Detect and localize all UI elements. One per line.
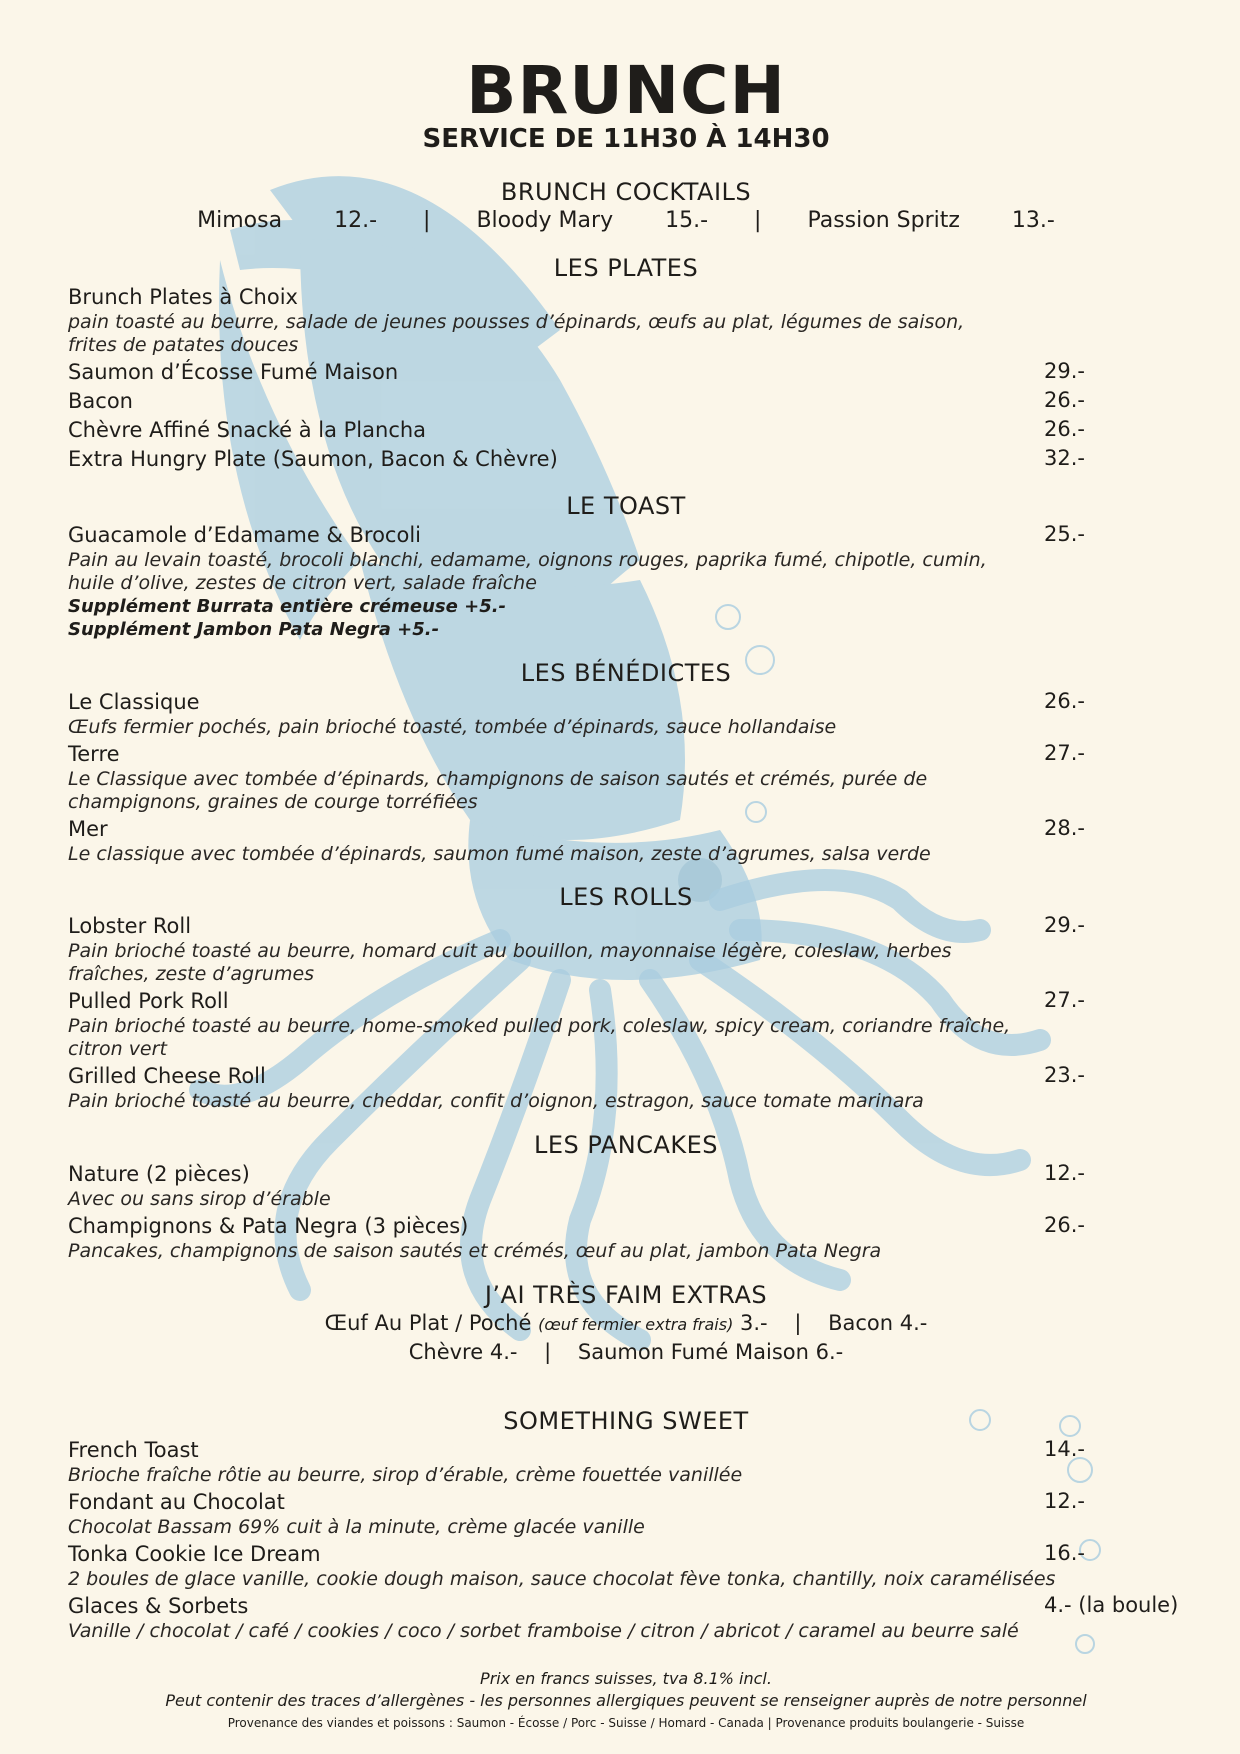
cocktail-price: 13.- — [1011, 208, 1055, 233]
section-heading-plates: LES PLATES — [553, 254, 699, 282]
section-heading-toast: LE TOAST — [566, 492, 686, 520]
page-title: BRUNCH — [466, 52, 786, 129]
list-item — [68, 1063, 1084, 1113]
section-heading-extras: J’AI TRÈS FAIM EXTRAS — [484, 1281, 768, 1309]
extras-row-1 — [68, 1311, 1184, 1335]
item-description: Avec ou sans sirop d’érable — [68, 1188, 331, 1210]
item-description: Pain brioché toasté au beurre, homard cuit au bouillon, mayonnaise légère, coleslaw, herbes — [68, 940, 952, 962]
item-description: Chocolat Bassam 69% cuit à la minute, crème glacée vanille — [68, 1516, 645, 1538]
item-price: 26.- — [1044, 388, 1085, 412]
extra-note: (œuf fermier extra frais) — [538, 1315, 734, 1334]
section-heading-pancakes: LES PANCAKES — [533, 1131, 719, 1159]
item-price: 32.- — [1044, 446, 1085, 470]
list-item — [68, 446, 1084, 473]
section-heading-rolls: LES ROLLS — [559, 883, 693, 911]
item-price: 26.- — [1044, 1213, 1085, 1237]
item-description: Pancakes, champignons de saison sautés et crémés, œuf au plat, jambon Pata Negra — [68, 1240, 882, 1262]
list-item — [68, 1213, 1084, 1263]
footer-provenance-note: Provenance des viandes et poissons : Saumon - Écosse / Porc - Suisse / Homard - Canada | Provenance produits boulangerie - Suisse — [227, 1716, 1025, 1730]
item-name: Mer — [68, 817, 108, 841]
item-price: 26.- — [1044, 689, 1085, 713]
section-heading-sweet: SOMETHING SWEET — [503, 1407, 749, 1435]
item-price: 27.- — [1044, 988, 1085, 1012]
separator: | — [754, 208, 762, 233]
separator: | — [544, 1340, 552, 1364]
item-name: French Toast — [68, 1438, 199, 1462]
list-item — [68, 1161, 1084, 1211]
separator: | — [423, 208, 431, 233]
cocktail-price: 12.- — [334, 208, 378, 233]
item-price: 12.- — [1044, 1161, 1085, 1185]
item-name: Fondant au Chocolat — [68, 1490, 285, 1514]
item-description: citron vert — [68, 1038, 167, 1060]
list-item — [68, 689, 1084, 739]
item-name: Bacon — [68, 389, 133, 413]
item-name: Tonka Cookie Ice Dream — [68, 1542, 321, 1566]
list-item — [68, 1593, 1084, 1643]
separator: | — [794, 1311, 802, 1335]
cocktail-name: Bloody Mary — [476, 208, 614, 233]
list-item — [68, 417, 1084, 444]
extras-row-2 — [68, 1340, 1184, 1364]
item-price: 26.- — [1044, 417, 1085, 441]
item-description: huile d’olive, zestes de citron vert, salade fraîche — [68, 572, 537, 594]
extra-name: Chèvre — [408, 1340, 484, 1364]
footer-allergen-note: Peut contenir des traces d’allergènes - les personnes allergiques peuvent se renseigner auprès de notre personnel — [165, 1691, 1087, 1710]
cocktail-price: 15.- — [665, 208, 709, 233]
extra-name: Saumon Fumé Maison — [577, 1340, 809, 1364]
item-description: Pain brioché toasté au beurre, home-smoked pulled pork, coleslaw, spicy cream, coriandre fraîche, — [68, 1015, 1011, 1037]
list-item — [68, 1489, 1084, 1539]
service-hours: SERVICE DE 11H30 À 14H30 — [422, 124, 830, 154]
item-price: 4.- (la boule) — [1044, 1593, 1179, 1617]
item-description: Pain au levain toasté, brocoli blanchi, edamame, oignons rouges, paprika fumé, chipotle, cumin, — [68, 549, 987, 571]
list-item — [68, 284, 1084, 357]
list-item — [68, 913, 1084, 986]
item-description: 2 boules de glace vanille, cookie dough maison, sauce chocolat fève tonka, chantilly, noix caramélisées — [68, 1568, 1056, 1590]
item-price: 29.- — [1044, 913, 1085, 937]
cocktails-row — [68, 208, 1184, 233]
extra-name: Bacon — [828, 1311, 894, 1335]
cocktail-name: Mimosa — [197, 208, 283, 233]
item-name: Champignons & Pata Negra (3 pièces) — [68, 1214, 469, 1238]
item-description: Œufs fermier pochés, pain brioché toasté, tombée d’épinards, sauce hollandaise — [68, 716, 837, 738]
item-name: Chèvre Affiné Snacké à la Plancha — [68, 418, 427, 442]
item-price: 12.- — [1044, 1489, 1085, 1513]
item-price: 14.- — [1044, 1437, 1085, 1461]
item-name: Brunch Plates à Choix — [68, 285, 298, 309]
item-name: Nature (2 pièces) — [68, 1162, 250, 1186]
extra-price: 4.- — [899, 1311, 928, 1335]
list-item — [68, 741, 1084, 814]
section-heading-benedictes: LES BÉNÉDICTES — [520, 659, 732, 687]
item-description: frites de patates douces — [68, 334, 299, 356]
item-price: 29.- — [1044, 359, 1085, 383]
item-price: 16.- — [1044, 1541, 1085, 1565]
item-name: Le Classique — [68, 690, 200, 714]
item-supplement: Supplément Burrata entière crémeuse +5.- — [68, 596, 507, 617]
extra-price: 4.- — [489, 1340, 518, 1364]
item-name: Terre — [68, 742, 120, 766]
item-name: Extra Hungry Plate (Saumon, Bacon & Chèvre) — [68, 447, 558, 471]
item-name: Guacamole d’Edamame & Brocoli — [68, 523, 421, 547]
item-name: Glaces & Sorbets — [68, 1594, 249, 1618]
item-description: pain toasté au beurre, salade de jeunes pousses d’épinards, œufs au plat, légumes de saison, — [68, 311, 965, 333]
item-price: 27.- — [1044, 741, 1085, 765]
cocktail-name: Passion Spritz — [807, 208, 960, 233]
list-item — [68, 816, 1084, 866]
item-name: Pulled Pork Roll — [68, 989, 229, 1013]
item-price: 23.- — [1044, 1063, 1085, 1087]
list-item — [68, 522, 1084, 641]
item-description: Le classique avec tombée d’épinards, saumon fumé maison, zeste d’agrumes, salsa verde — [68, 843, 931, 865]
item-description: Brioche fraîche rôtie au beurre, sirop d’érable, crème fouettée vanillée — [68, 1464, 743, 1486]
item-name: Lobster Roll — [68, 914, 192, 938]
footer-price-note: Prix en francs suisses, tva 8.1% incl. — [480, 1669, 772, 1688]
list-item — [68, 388, 1084, 415]
section-heading-cocktails: BRUNCH COCKTAILS — [500, 178, 752, 206]
list-item — [68, 359, 1084, 386]
item-description: Le Classique avec tombée d’épinards, champignons de saison sautés et crémés, purée de — [68, 768, 928, 790]
list-item — [68, 1541, 1084, 1591]
item-name: Saumon d’Écosse Fumé Maison — [68, 360, 399, 384]
item-price: 28.- — [1044, 816, 1085, 840]
item-description: Vanille / chocolat / café / cookies / coco / sorbet framboise / citron / abricot / caramel au beurre salé — [68, 1620, 1019, 1642]
item-description: fraîches, zeste d’agrumes — [68, 963, 315, 985]
item-supplement: Supplément Jambon Pata Negra +5.- — [68, 619, 440, 640]
item-description: Pain brioché toasté au beurre, cheddar, confit d’oignon, estragon, sauce tomate marinara — [68, 1090, 924, 1112]
extra-name: Œuf Au Plat / Poché — [324, 1311, 532, 1335]
item-price: 25.- — [1044, 522, 1085, 546]
item-name: Grilled Cheese Roll — [68, 1064, 266, 1088]
list-item — [68, 1437, 1084, 1487]
item-description: champignons, graines de courge torréfiées — [68, 791, 478, 813]
extra-price: 6.- — [815, 1340, 844, 1364]
list-item — [68, 988, 1084, 1061]
extra-price: 3.- — [740, 1311, 768, 1335]
